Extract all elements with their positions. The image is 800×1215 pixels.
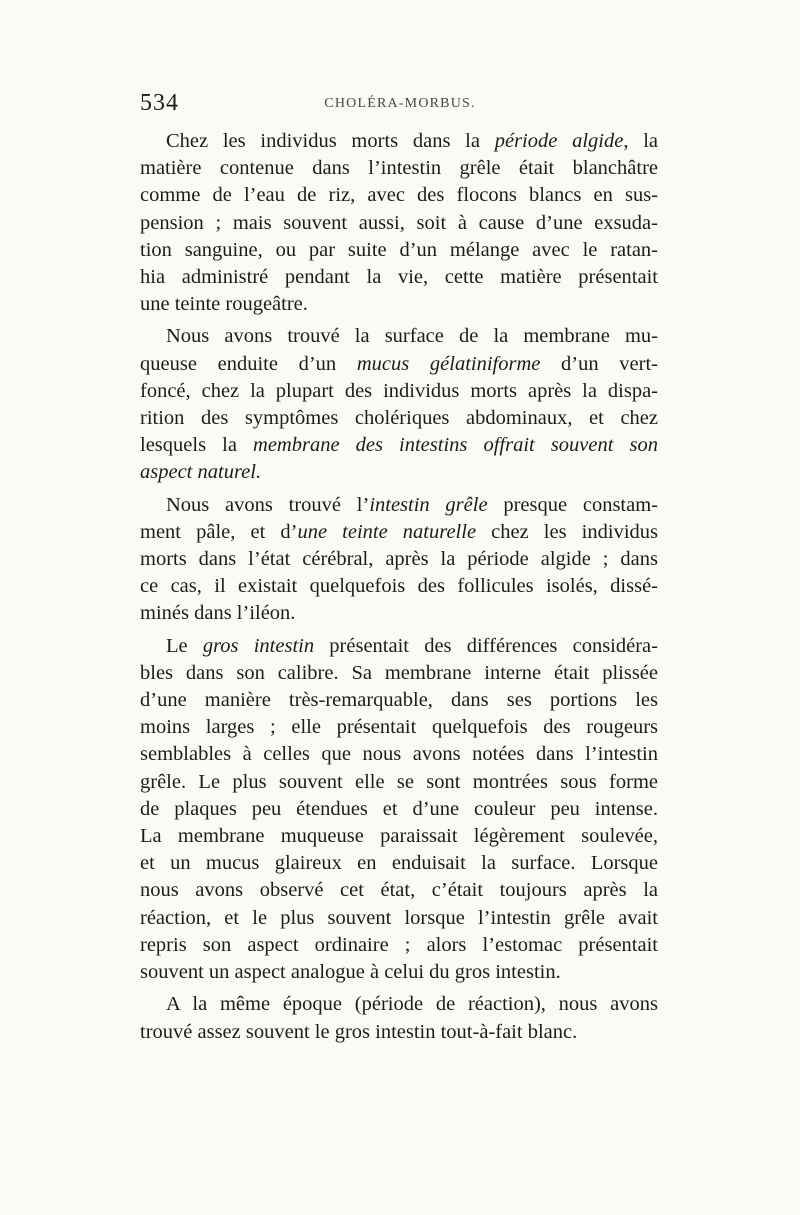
text-line — [140, 405, 658, 432]
text-run: presque constam- — [487, 493, 658, 516]
text-line — [140, 492, 658, 519]
text-line — [140, 714, 658, 741]
running-head: CHOLÉRA-MORBUS. — [324, 96, 476, 111]
text-line — [140, 741, 658, 768]
paragraph — [140, 323, 658, 486]
text-run: , la — [623, 130, 658, 152]
text-run: grêle. Le plus souvent elle se sont montrées sous forme — [140, 770, 658, 793]
text-line — [140, 1019, 658, 1046]
text-run: La membrane muqueuse paraissait légèrement soulevée, — [140, 825, 658, 848]
text-run: lesquels la — [140, 434, 254, 457]
text-line — [140, 459, 658, 486]
italic-text: gros intestin — [202, 634, 315, 657]
text-line — [140, 796, 658, 823]
text-line — [140, 378, 658, 405]
page-number: 534 — [140, 90, 179, 116]
text-run: comme de l’eau de riz, avec des flocons blancs en sus- — [140, 184, 658, 207]
text-run: une teinte rougeâtre. — [140, 293, 308, 316]
text-line — [140, 546, 658, 573]
italic-text: une teinte naturelle — [297, 520, 477, 543]
text-line — [140, 905, 658, 932]
text-run: et un mucus glaireux en enduisait la surface. Lorsque — [140, 852, 658, 875]
text-line — [140, 932, 658, 959]
text-run: d’une manière très-remarquable, dans ses portions les — [140, 689, 658, 712]
text-run: ment pâle, et d’ — [140, 520, 298, 543]
text-run: d’un vert- — [540, 352, 658, 375]
text-run: Chez les individus morts dans la — [166, 130, 495, 152]
text-line — [140, 959, 658, 986]
paragraph — [140, 128, 658, 318]
text-run: moins larges ; elle présentait quelquefois des rougeurs — [140, 716, 658, 739]
text-run: chez les individus — [476, 520, 658, 543]
text-run: tion sanguine, ou par suite d’un mélange avec le ratan- — [140, 238, 658, 261]
text-run: A la même époque (période de réaction), nous avons — [166, 993, 658, 1016]
text-line — [140, 660, 658, 687]
text-line — [140, 182, 658, 209]
text-run: foncé, chez la plupart des individus morts après la dispa- — [140, 379, 658, 402]
text-run: Nous avons trouvé l’ — [166, 493, 370, 516]
text-run: bles dans son calibre. Sa membrane interne était plissée — [140, 661, 658, 684]
text-run: nous avons observé cet état, c’était toujours après la — [140, 879, 658, 902]
text-line — [140, 633, 658, 660]
text-run: hia administré pendant la vie, cette matière présentait — [140, 266, 658, 289]
text-run: souvent un aspect analogue à celui du gros intestin. — [140, 961, 561, 984]
text-line — [140, 573, 658, 600]
italic-text: mucus gélatiniforme — [356, 352, 541, 375]
text-run: réaction, et le plus souvent lorsque l’intestin grêle avait — [140, 906, 658, 929]
text-line — [140, 991, 658, 1018]
paragraph — [140, 492, 658, 628]
text-run: ce cas, il existait quelquefois des follicules isolés, dissé- — [140, 575, 658, 598]
text-line — [140, 323, 658, 350]
text-run: trouvé assez souvent le gros intestin tout-à-fait blanc. — [140, 1020, 578, 1043]
text-line — [140, 210, 658, 237]
text-line — [140, 237, 658, 264]
text-line — [140, 128, 658, 155]
italic-text: intestin grêle — [369, 493, 488, 516]
text-line — [140, 155, 658, 182]
text-line — [140, 687, 658, 714]
text-line — [140, 600, 658, 627]
italic-text: période algide — [494, 130, 624, 152]
text-run: queuse enduite d’un — [140, 352, 357, 375]
text-run: Le — [166, 634, 203, 657]
text-line — [140, 519, 658, 546]
text-line — [140, 850, 658, 877]
page-header — [140, 90, 660, 120]
text-line — [140, 769, 658, 796]
text-run: matière contenue dans l’intestin grêle était blanchâtre — [140, 157, 658, 180]
body-text — [140, 128, 658, 1046]
text-run: pension ; mais souvent aussi, soit à cause d’une exsuda- — [140, 211, 658, 234]
text-run: minés dans l’iléon. — [140, 602, 296, 625]
text-run: présentait des différences considéra- — [314, 634, 658, 657]
text-run: repris son aspect ordinaire ; alors l’estomac présentait — [140, 933, 658, 956]
paragraph — [140, 991, 658, 1045]
text-run: rition des symptômes cholériques abdominaux, et chez — [140, 407, 658, 430]
text-line — [140, 351, 658, 378]
text-line — [140, 264, 658, 291]
text-run: Nous avons trouvé la surface de la membrane mu- — [166, 325, 658, 348]
italic-text: membrane des intestins offrait souvent son — [253, 434, 658, 457]
text-line — [140, 291, 658, 318]
italic-text: aspect naturel. — [140, 461, 262, 484]
text-run: de plaques peu étendues et d’une couleur peu intense. — [140, 797, 658, 820]
text-line — [140, 877, 658, 904]
text-run: semblables à celles que nous avons notées dans l’intestin — [140, 743, 658, 766]
text-run: morts dans l’état cérébral, après la période algide ; dans — [140, 548, 658, 571]
paragraph — [140, 633, 658, 987]
text-line — [140, 432, 658, 459]
text-line — [140, 823, 658, 850]
